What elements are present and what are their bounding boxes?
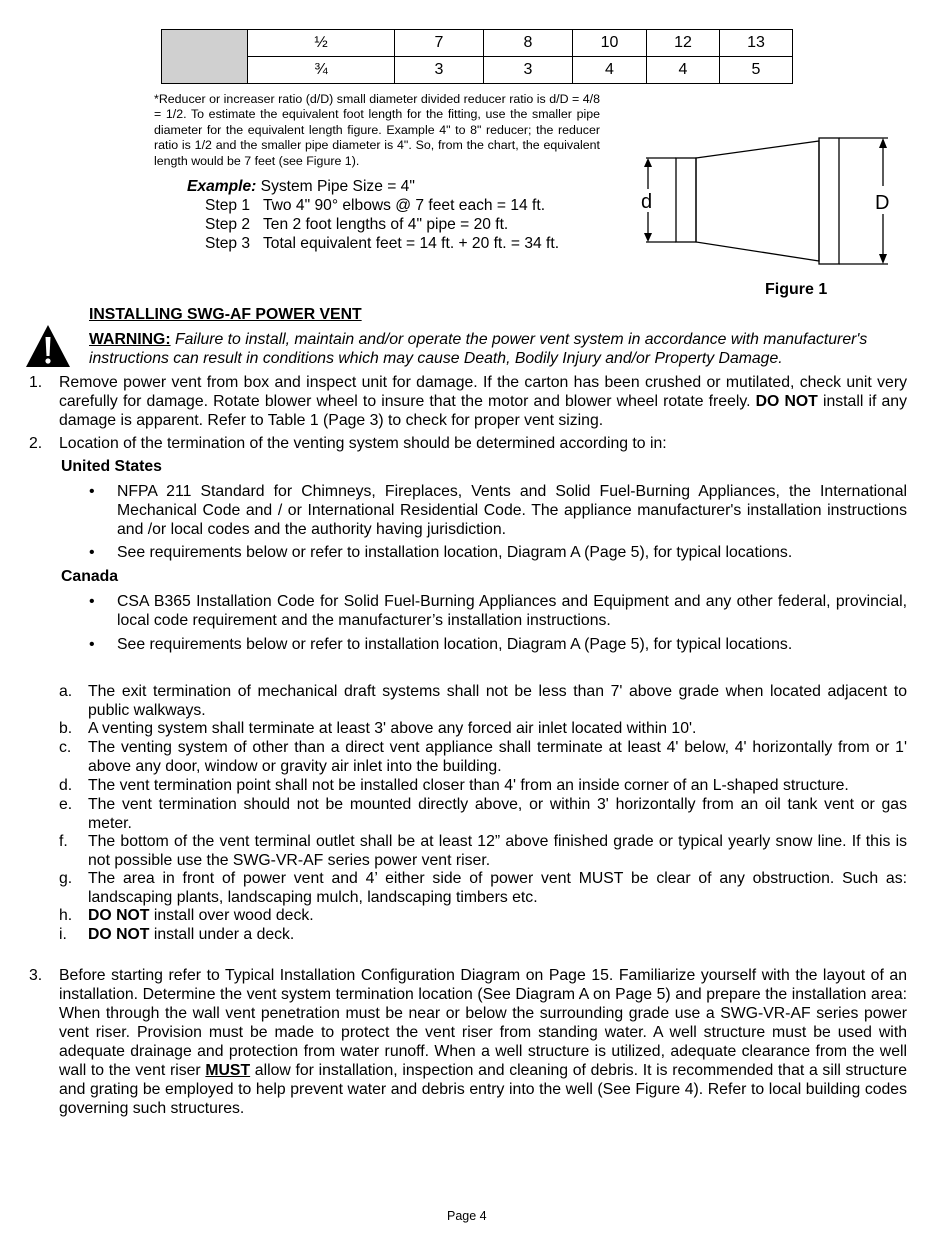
subitem-text: The bottom of the vent terminal outlet shall be at least 12” above finished grade or typical yearly snow line. If this is not possible use the SWG-VR-AF series power vent riser. [88,833,907,869]
item-text: install if any damage is apparent. Refer to Table 1 (Page 3) to check for proper vent sizing. [59,393,907,429]
subitem-text: The area in front of power vent and 4’ either side of power vent MUST be clear of any obstruction. Such as: landscaping plants, landscaping mulch, landscaping timbers etc. [88,870,907,906]
table-blank-cell [162,30,248,84]
bullet-glyph: • [89,483,95,500]
item-2-text: Location of the termination of the venting system should be determined according to in: [59,435,667,452]
emphasis: DO NOT [88,926,150,943]
table-cell: 4 [647,57,720,84]
subitem-letter: d. [59,777,73,794]
subitem-letter: f. [59,833,68,850]
table-row [162,30,793,57]
subitem-letter: h. [59,907,73,924]
subitem-text: The venting system of other than a direct vent appliance shall terminate at least 4' below, 4' horizontally from or 1' above any door, window or gravity air inlet into the building. [88,739,907,775]
item-number: 3. [29,967,43,984]
table-cell: 5 [720,57,793,84]
table-cell: 8 [484,30,573,57]
item-text: install under a deck. [149,926,295,943]
subitem-text: The vent termination point shall not be installed closer than 4' from an inside corner of an L-shaped structure. [88,777,849,794]
item-text: Before starting refer to Typical Installation Configuration Diagram on Page 15. Familiarize yourself with the layout of an installation. Determine the vent system termination location (See Diagram A on Page 5) and prepare the installation area: When through the wall vent penetration must be near or below the surrounding grade use a SWG-VR-AF series power vent riser. Provision must be made to protect the vent riser from standing water. A well structure must be used with adequate drainage and protection from water runoff. When a well structure is utilized, adequate clearance from the well wall to the vent riser [59,967,907,1079]
bullet-glyph: • [89,593,95,610]
step-text: Ten 2 foot lengths of 4" pipe = 20 ft. [263,216,509,233]
table-cell: 4 [573,57,647,84]
subitem-text: The vent termination should not be mounted directly above, or within 3' horizontally from an oil tank vent or gas meter. [88,796,907,832]
warning-triangle-icon [25,324,71,368]
page-number: Page 4 [447,1209,487,1223]
step-number: Step 2 [205,216,251,233]
subitem-letter: g. [59,870,73,887]
example-heading [187,177,559,196]
subitem-text: A venting system shall terminate at least 3' above any forced air inlet located within 10'. [88,720,697,737]
subitem-text [88,925,907,944]
subitem-letter: e. [59,796,73,813]
step-number: Step 1 [205,197,251,214]
example-step [187,196,559,215]
reducer-footnote: *Reducer or increaser ratio (d/D) small diameter divided reducer ratio is d/D = 4/8 = 1/2. To estimate the equivalent foot length for the fitting, use the smaller pipe diameter for the equivalent length figure. Example 4" to 8" reducer; the reducer ratio is 1/2 and the smaller pipe diameter is 4". So, from the chart, the equivalent length would be 7 feet (see Figure 1). [154,92,600,168]
united-states-heading: United States [61,458,162,475]
example-step [187,215,559,234]
canada-heading: Canada [61,568,119,585]
warning-label: WARNING: [89,331,171,348]
step-number: Step 3 [205,235,251,252]
subitem-text: The exit termination of mechanical draft systems shall not be less than 7' above grade when located adjacent to public walkways. [88,683,907,719]
table-row [162,57,793,84]
table-cell: 12 [647,30,720,57]
figure-caption: Figure 1 [765,281,828,298]
subitem-letter: b. [59,720,73,737]
equivalent-length-table [161,29,793,84]
item-text: install over wood deck. [149,907,314,924]
section-title: INSTALLING SWG-AF POWER VENT [89,306,362,323]
warning-text [89,330,907,368]
subitem-letter: a. [59,683,73,700]
small-pipe-end [676,158,696,242]
table-cell-ratio: ½ [248,30,395,57]
table-cell: 13 [720,30,793,57]
table-cell: 7 [395,30,484,57]
subitem-letter: c. [59,739,72,756]
item-number: 1. [29,374,43,391]
us-bullet-text: See requirements below or refer to installation location, Diagram A (Page 5), for typical locations. [117,544,793,561]
item-1-text [59,373,907,430]
small-diameter-label: d [641,191,653,213]
item-text: Remove power vent from box and inspect unit for damage. If the carton has been crushed or mutilated, check unit very carefully for damage. Rotate blower wheel to insure that the motor and blower wheel rotate freely. [59,374,907,410]
table-cell: 3 [484,57,573,84]
step-text: Two 4" 90° elbows @ 7 feet each = 14 ft. [263,197,546,214]
bullet-glyph: • [89,544,95,561]
us-bullet-text: NFPA 211 Standard for Chimneys, Fireplaces, Vents and Solid Fuel-Burning Appliances, the International Mechanical Code and / or International Residential Code. The appliance manufacturer's installation instructions and /or local codes and the authority having jurisdiction. [117,483,907,538]
bullet-glyph: • [89,636,95,653]
table-cell: 3 [395,57,484,84]
emphasis: DO NOT [755,393,818,410]
subitem-text [88,906,907,925]
item-number: 2. [29,435,43,452]
item-text: allow for installation, inspection and cleaning of debris. It is recommended that a sill structure and grating be employed to help prevent water and debris entry into the well (See Figure 4). Refer to local building codes governing such structures. [59,1062,907,1117]
example-step [187,234,559,253]
reducer-diagram [638,134,908,269]
emphasis: MUST [205,1062,251,1079]
item-3-text [59,966,907,1118]
subitem-letter: i. [59,926,67,943]
table-cell-ratio: ¾ [248,57,395,84]
table-cell: 10 [573,30,647,57]
canada-bullet-text: See requirements below or refer to installation location, Diagram A (Page 5), for typical locations. [117,636,793,653]
canada-bullet-text: CSA B365 Installation Code for Solid Fuel-Burning Appliances and Equipment and any other federal, provincial, local code requirement and the manufacturer’s installation instructions. [117,593,907,629]
reducer-body [696,141,819,261]
example-text: System Pipe Size = 4" [256,178,415,195]
large-diameter-label: D [875,192,890,214]
example-block [187,177,559,253]
warning-body: Failure to install, maintain and/or operate the power vent system in accordance with manufacturer's instructions can result in conditions which may cause Death, Bodily Injury and/or Property Damage. [89,331,868,367]
large-pipe-end [819,138,839,264]
example-label: Example: [187,178,257,195]
emphasis: DO NOT [88,907,150,924]
step-text: Total equivalent feet = 14 ft. + 20 ft. = 34 ft. [263,235,560,252]
